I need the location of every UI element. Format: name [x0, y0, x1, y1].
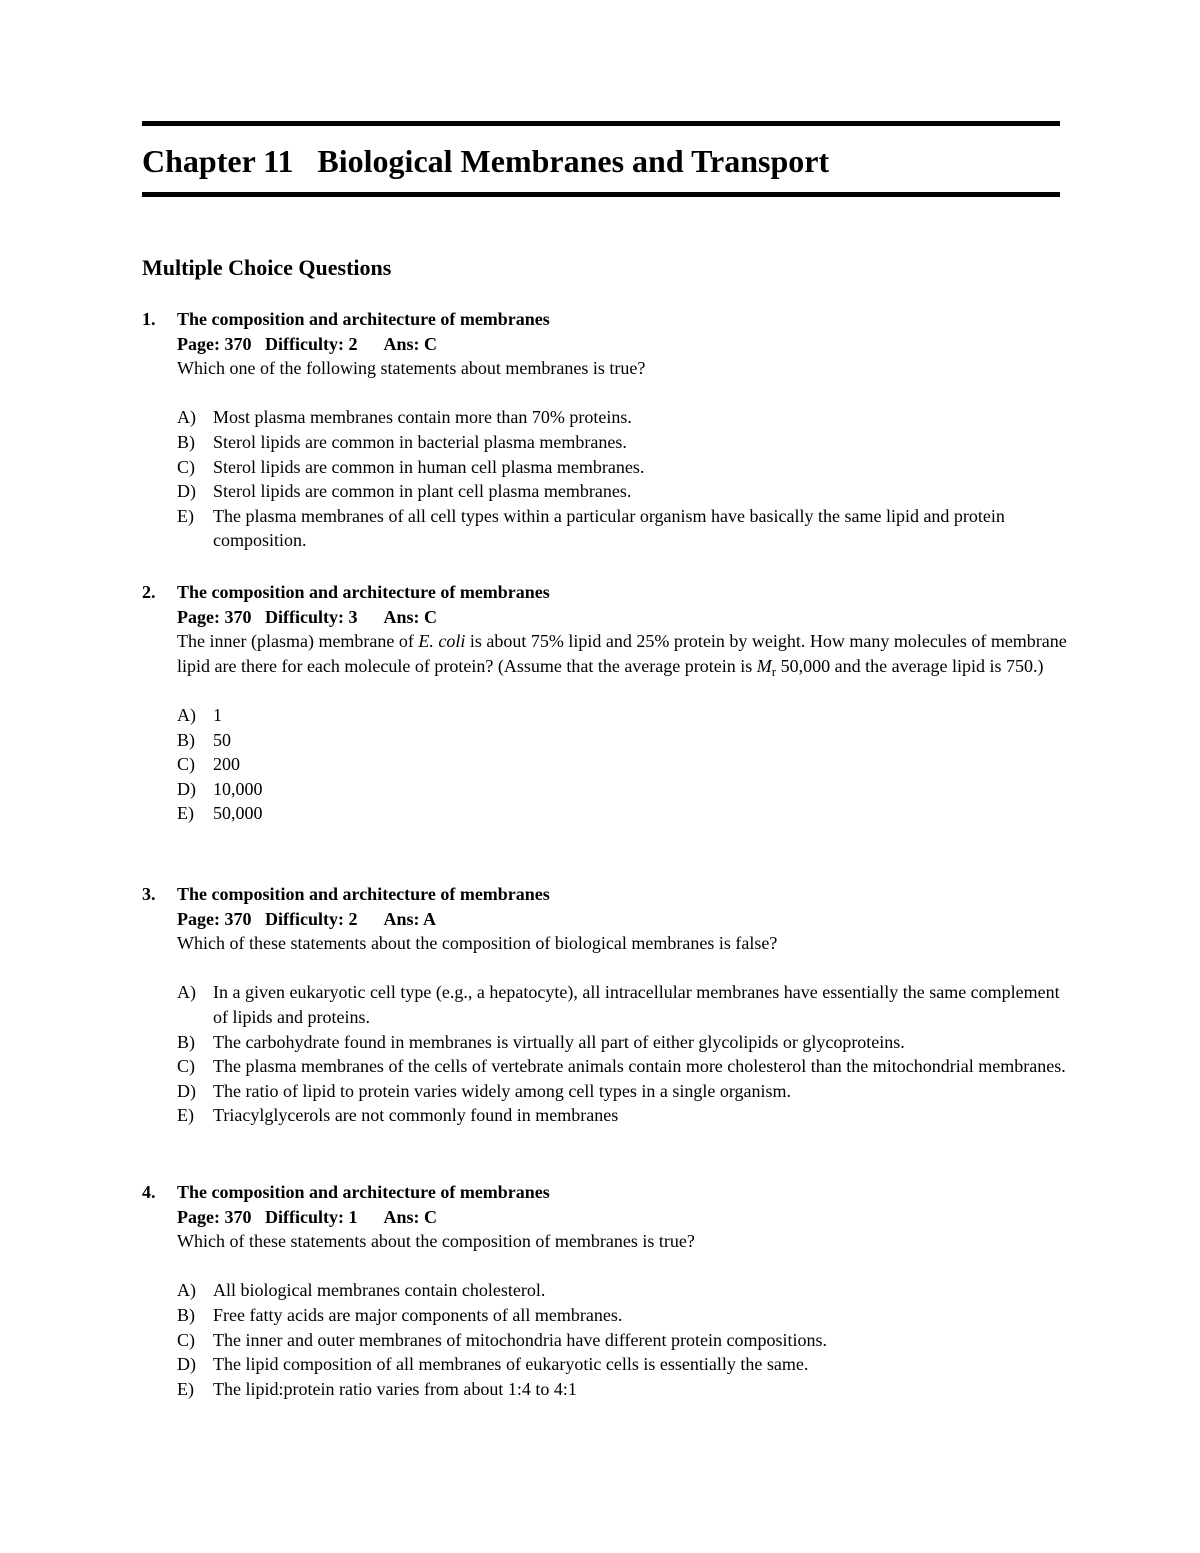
- option-text: The lipid composition of all membranes of eukaryotic cells is essentially the same.: [213, 1354, 809, 1375]
- chapter-title: Chapter 11 Biological Membranes and Transport: [142, 143, 830, 179]
- answer-option: [177, 1352, 1072, 1377]
- answer-option: [177, 1103, 1072, 1128]
- molecular-weight-subscript: r: [771, 663, 777, 679]
- stem-text: 50,000 and the average lipid is 750.): [776, 655, 1044, 676]
- answer-option: [177, 703, 1072, 728]
- question-difficulty: Difficulty: 3: [264, 606, 358, 627]
- option-letter: B): [177, 1304, 195, 1325]
- answer-option: [177, 1377, 1072, 1402]
- option-letter: E): [177, 803, 194, 824]
- option-letter: B): [177, 1031, 195, 1052]
- answer-option: [177, 479, 1072, 504]
- option-text: Free fatty acids are major components of all membranes.: [213, 1304, 623, 1325]
- option-letter: C): [177, 1329, 195, 1350]
- question-meta: [177, 605, 1072, 630]
- question-number: 3.: [142, 884, 156, 904]
- answer-option: [177, 801, 1072, 826]
- question-page: Page: 370: [177, 333, 252, 354]
- option-letter: C): [177, 456, 195, 477]
- option-letter: B): [177, 431, 195, 452]
- option-letter: E): [177, 1105, 194, 1126]
- question-2: [142, 580, 1072, 826]
- question-answer: Ans: C: [383, 333, 437, 354]
- option-text: 10,000: [213, 778, 263, 799]
- option-text: 50: [213, 729, 231, 750]
- question-difficulty: Difficulty: 2: [264, 333, 358, 354]
- question-answer: Ans: A: [383, 908, 436, 929]
- question-page: Page: 370: [177, 606, 252, 627]
- question-answer: Ans: C: [383, 1206, 437, 1227]
- question-stem: Which of these statements about the composition of membranes is true?: [177, 1231, 695, 1252]
- question-number: 2.: [142, 582, 156, 602]
- option-text: The carbohydrate found in membranes is virtually all part of either glycolipids or glycoproteins.: [213, 1031, 905, 1052]
- question-1: [142, 307, 1072, 553]
- option-text: The plasma membranes of the cells of vertebrate animals contain more cholesterol than the mitochondrial membranes.: [213, 1056, 1066, 1077]
- answer-option: [177, 728, 1072, 753]
- option-text: Most plasma membranes contain more than 70% proteins.: [213, 407, 632, 428]
- question-topic: The composition and architecture of membranes: [177, 582, 550, 602]
- option-letter: E): [177, 1378, 194, 1399]
- answer-option: [177, 1328, 1072, 1353]
- answer-option: [177, 405, 1072, 430]
- molecular-weight-symbol: M: [756, 655, 772, 676]
- option-text: The plasma membranes of all cell types within a particular organism have basically the same lipid and protein composition.: [213, 505, 1005, 551]
- question-topic: The composition and architecture of membranes: [177, 884, 550, 904]
- option-text: The lipid:protein ratio varies from about 1:4 to 4:1: [213, 1378, 577, 1399]
- option-letter: B): [177, 729, 195, 750]
- option-text: In a given eukaryotic cell type (e.g., a hepatocyte), all intracellular membranes have essentially the same complement of lipids and proteins.: [213, 982, 1060, 1027]
- answer-option: [177, 1079, 1072, 1104]
- header-rule-bottom: [142, 192, 1060, 197]
- option-text: All biological membranes contain cholesterol.: [213, 1280, 546, 1301]
- question-topic: The composition and architecture of membranes: [177, 1182, 550, 1202]
- answer-option: [177, 1030, 1072, 1055]
- option-letter: A): [177, 982, 196, 1003]
- option-text: Sterol lipids are common in plant cell plasma membranes.: [213, 481, 632, 502]
- question-number: 1.: [142, 309, 156, 329]
- option-letter: C): [177, 754, 195, 775]
- answer-option: [177, 430, 1072, 455]
- question-stem: [177, 629, 1072, 678]
- answer-option: [177, 752, 1072, 777]
- answer-option: [177, 455, 1072, 480]
- option-letter: D): [177, 1354, 196, 1375]
- question-page: Page: 370: [177, 908, 252, 929]
- question-meta: [177, 907, 1072, 932]
- option-text: 50,000: [213, 803, 263, 824]
- question-4: [142, 1180, 1072, 1401]
- question-answer: Ans: C: [383, 606, 437, 627]
- section-title: Multiple Choice Questions: [142, 255, 392, 280]
- answer-option: [177, 980, 1072, 1029]
- option-text: 200: [213, 754, 240, 775]
- stem-text: The inner (plasma) membrane of: [177, 631, 419, 652]
- option-letter: D): [177, 481, 196, 502]
- option-letter: D): [177, 778, 196, 799]
- answer-option: [177, 504, 1072, 553]
- option-letter: D): [177, 1080, 196, 1101]
- question-difficulty: Difficulty: 1: [264, 1206, 358, 1227]
- question-topic: The composition and architecture of membranes: [177, 309, 550, 329]
- option-text: 1: [213, 704, 222, 725]
- option-letter: E): [177, 505, 194, 526]
- question-stem: Which of these statements about the composition of biological membranes is false?: [177, 933, 778, 954]
- answer-option: [177, 1278, 1072, 1303]
- option-text: The ratio of lipid to protein varies widely among cell types in a single organism.: [213, 1080, 792, 1101]
- answer-option: [177, 777, 1072, 802]
- option-letter: A): [177, 704, 196, 725]
- question-difficulty: Difficulty: 2: [264, 908, 358, 929]
- answer-option: [177, 1303, 1072, 1328]
- option-letter: A): [177, 407, 196, 428]
- header-rule-top: [142, 121, 1060, 126]
- option-letter: A): [177, 1280, 196, 1301]
- option-text: Sterol lipids are common in bacterial plasma membranes.: [213, 431, 627, 452]
- question-number: 4.: [142, 1182, 156, 1202]
- stem-text: is about 75% lipid and 25% protein by weight. How many molecules of membrane lipid are there for each molecule of protein? (Assume that the average protein is: [177, 631, 1067, 676]
- question-meta: [177, 332, 1072, 357]
- option-text: Sterol lipids are common in human cell plasma membranes.: [213, 456, 645, 477]
- answer-option: [177, 1054, 1072, 1079]
- organism-name: E. coli: [418, 631, 466, 652]
- question-3: [142, 882, 1072, 1128]
- option-letter: C): [177, 1056, 195, 1077]
- question-meta: [177, 1205, 1072, 1230]
- option-text: The inner and outer membranes of mitochondria have different protein compositions.: [213, 1329, 827, 1350]
- question-stem: Which one of the following statements about membranes is true?: [177, 358, 646, 379]
- option-text: Triacylglycerols are not commonly found in membranes: [213, 1105, 619, 1126]
- question-page: Page: 370: [177, 1206, 252, 1227]
